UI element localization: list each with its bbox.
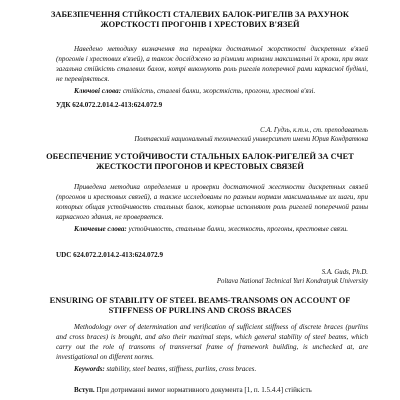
ua-keywords-text: стійкість, сталеві балки, жорсткість, прогони, хрестові в'язі. <box>122 87 316 95</box>
en-affiliation: Poltava National Technical Yuri Kondratyuk University <box>216 278 368 285</box>
ru-title: ОБЕСПЕЧЕНИЕ УСТОЙЧИВОСТИ СТАЛЬНЫХ БАЛОК-РИГЕЛЕЙ ЗА СЧЕТ ЖЕСТКОСТИ ПРОГОНОВ И КРЕСТОВЫХ СВЯЗЕЙ <box>46 152 354 171</box>
ru-affiliation: Полтавский национальный технический университет имени Юрия Кондратюка <box>134 136 368 143</box>
ua-keywords <box>56 86 368 96</box>
en-abstract: Methodology over of determination and verification of sufficient stiffness of discrete braces (purlins and cross braces) is brought, and also their maximal steps, which general stability of steel beams, which carry out the role of transoms of transversal frame of framework building, is unchecked at, are investigational on different norms. <box>56 323 368 361</box>
ru-keywords-text: устойчивость, стальные балки, жесткость, прогоны, крестовые связи. <box>128 225 349 233</box>
en-udc: UDC 624.072.2.014.2-413:624.072.9 <box>56 251 163 259</box>
en-title: ENSURING OF STABILITY OF STEEL BEAMS-TRANSOMS ON ACCOUNT OF STIFFNESS OF PURLINS AND CROSS BRACES <box>49 296 351 315</box>
ua-title: ЗАБЕЗПЕЧЕННЯ СТІЙКОСТІ СТАЛЕВИХ БАЛОК-РИГЕЛІВ ЗА РАХУНОК ЖОРСТКОСТІ ПРОГОНІВ І ХРЕСТОВИХ В'ЯЗЕЙ <box>51 10 349 29</box>
en-keywords-text: stability, steel beams, stiffness, purlins, cross braces. <box>106 365 257 373</box>
ru-keywords <box>56 224 368 234</box>
intro-label: Вступ. <box>74 386 95 394</box>
ua-keywords-label: Ключові слова: <box>74 87 122 95</box>
ru-udc: УДК 624.072.2.014.2-413:624.072.9 <box>56 101 163 109</box>
ru-author: С.А. Гудзь, к.т.н., ст. преподаватель <box>260 127 368 134</box>
ua-abstract: Наведено методику визначення та перевірки достатньої жорсткості дискретних в'язей (прогонів і хрестових в'язей), а також досліджено за різними нормами максимальні їх кроки, при яких загальна стійкість сталевих балок, котрі виконують роль ригелів поперечної рами каркасної будівлі, не перевіряється. <box>56 45 368 83</box>
en-keywords-label: Keywords: <box>74 365 105 373</box>
en-author: S.A. Guds, Ph.D. <box>321 269 368 276</box>
intro-paragraph <box>56 385 368 395</box>
ru-abstract: Приведена методика определения и проверки достаточной жесткости дискретных связей (прогонов и крестовых связей), а также исследованы по разным нормам максимальные их шаги, при которых общая устойчивость стальных балок, которые исполняют роль ригелей поперечной рамы каркасного здания, не проверяется. <box>56 183 368 221</box>
intro-text: При дотриманні вимог нормативного документа [1, п. 1.5.4.4] стійкість <box>96 386 312 394</box>
en-keywords <box>56 364 368 374</box>
ru-keywords-label: Ключевые слова: <box>74 225 127 233</box>
